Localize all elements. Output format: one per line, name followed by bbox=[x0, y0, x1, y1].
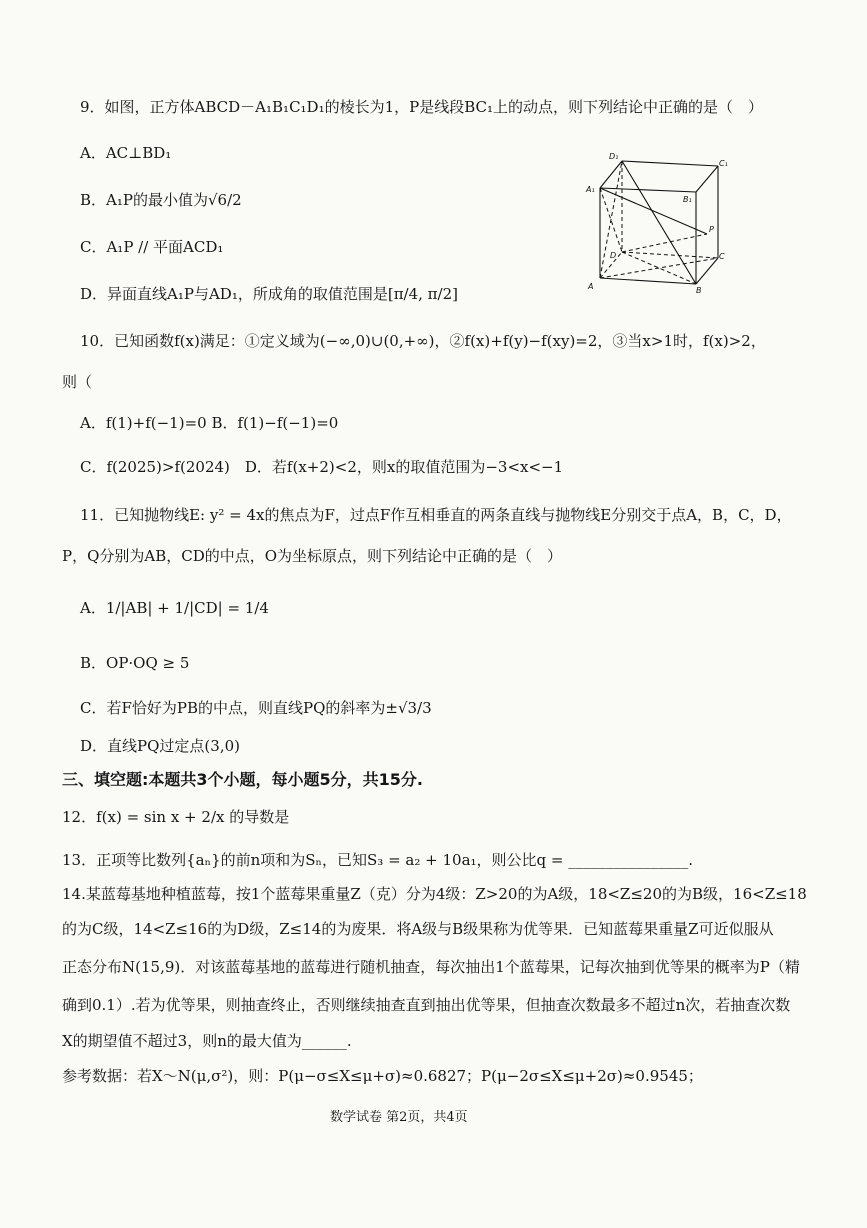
q10-options-cd: C．f(2025)>f(2024) D．若f(x+2)<2，则x的取值范围为−3<x<−1 bbox=[80, 458, 564, 476]
q11-option-a: A．1/|AB| + 1/|CD| = 1/4 bbox=[80, 599, 269, 617]
q10-stem-continued: 则（ bbox=[62, 373, 93, 391]
cube-diagram bbox=[585, 146, 728, 296]
q9-option-d: D．异面直线A₁P与AD₁，所成角的取值范围是[π/4, π/2] bbox=[80, 285, 458, 303]
q14-line2: 的为C级，14<Z≤16的为D级，Z≤14的为废果．将A级与B级果称为优等果．已知蓝莓果重量Z可近似服从 bbox=[62, 920, 774, 938]
q9-option-a: A．AC⊥BD₁ bbox=[80, 144, 172, 162]
label-d1: D₁ bbox=[609, 152, 619, 161]
q13: 13．正项等比数列{aₙ}的前n项和为Sₙ，已知S₃ = a₂ + 10a₁，则公比q = ________________. bbox=[62, 851, 694, 869]
label-d: D bbox=[610, 251, 617, 260]
q10-stem: 10．已知函数f(x)满足：①定义域为(−∞,0)∪(0,+∞)，②f(x)+f(y)−f(xy)=2，③当x>1时，f(x)>2， bbox=[80, 332, 766, 350]
q9-option-b: B．A₁P的最小值为√6/2 bbox=[80, 191, 242, 209]
q9-stem: 9．如图，正方体ABCD－A₁B₁C₁D₁的棱长为1，P是线段BC₁上的动点，则下列结论中正确的是（ ） bbox=[80, 98, 764, 116]
q11-option-d: D．直线PQ过定点(3,0) bbox=[80, 737, 240, 755]
label-c1: C₁ bbox=[719, 159, 728, 168]
q10-options-ab: A．f(1)+f(−1)=0 B．f(1)−f(−1)=0 bbox=[80, 414, 339, 432]
cube-figure bbox=[585, 146, 728, 296]
q14-line1: 14.某蓝莓基地种植蓝莓，按1个蓝莓果重量Z（克）分为4级：Z>20的为A级，18<Z≤20的为B级，16<Z≤18 bbox=[62, 885, 807, 903]
q14-line5: X的期望值不超过3，则n的最大值为______. bbox=[62, 1032, 352, 1050]
label-b: B bbox=[696, 286, 702, 295]
q9-option-c: C．A₁P // 平面ACD₁ bbox=[80, 238, 224, 256]
label-a: A bbox=[588, 282, 594, 291]
q11-option-b: B．OP·OQ ≥ 5 bbox=[80, 654, 190, 672]
label-c: C bbox=[719, 252, 725, 261]
label-p: P bbox=[709, 225, 714, 234]
q12: 12．f(x) = sin x + 2/x 的导数是 bbox=[62, 808, 290, 826]
q11-stem-continued: P，Q分别为AB，CD的中点，O为坐标原点，则下列结论中正确的是（ ） bbox=[62, 547, 563, 565]
q14-line4: 确到0.1）.若为优等果，则抽查终止，否则继续抽查直到抽出优等果，但抽查次数最多不超过n次，若抽查次数 bbox=[62, 996, 791, 1014]
label-b1: B₁ bbox=[683, 195, 692, 204]
q14-line3: 正态分布N(15,9)．对该蓝莓基地的蓝莓进行随机抽查，每次抽出1个蓝莓果，记每次抽到优等果的概率为P（精 bbox=[62, 958, 800, 976]
section-heading: 三、填空题:本题共3个小题，每小题5分，共15分. bbox=[62, 770, 424, 789]
q11-stem: 11．已知抛物线E: y² = 4x的焦点为F，过点F作互相垂直的两条直线与抛物线E分别交于点A，B，C，D， bbox=[80, 506, 792, 524]
reference-data: 参考数据：若X～N(μ,σ²)，则：P(μ−σ≤X≤μ+σ)≈0.6827；P(μ−2σ≤X≤μ+2σ)≈0.9545； bbox=[62, 1067, 703, 1085]
page-footer: 数学试卷 第2页，共4页 bbox=[330, 1110, 468, 1125]
q11-option-c: C．若F恰好为PB的中点，则直线PQ的斜率为±√3/3 bbox=[80, 699, 432, 717]
label-a1: A₁ bbox=[586, 185, 595, 194]
